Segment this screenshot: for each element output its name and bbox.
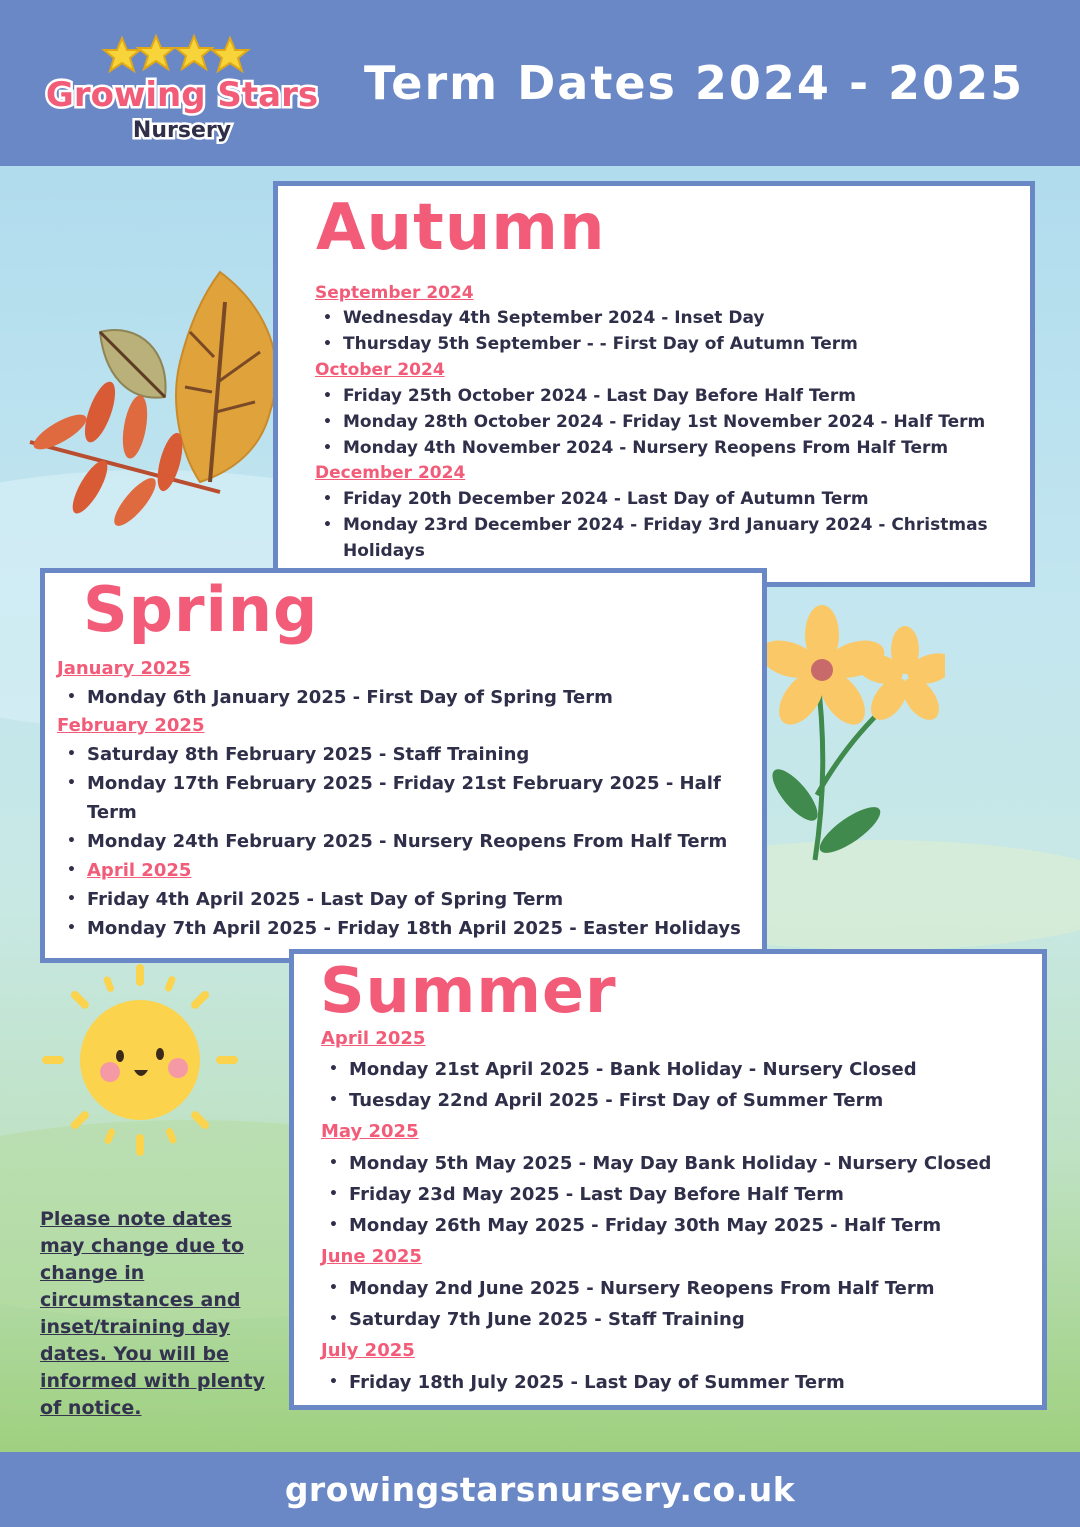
- footer-banner: [0, 1452, 1080, 1527]
- spring-card: [40, 568, 767, 963]
- month-heading: September 2024: [315, 283, 474, 303]
- leaf-icon: [20, 262, 300, 542]
- month-heading: April 2025: [321, 1028, 426, 1049]
- month-heading: May 2025: [321, 1121, 419, 1142]
- list-item-continuation: Term: [87, 802, 137, 823]
- summer-title: Summer: [320, 954, 617, 1027]
- list-item: • Friday 20th December 2024 - Last Day of Autumn Term: [343, 486, 1035, 512]
- list-item: • Monday 5th May 2025 - May Day Bank Holiday - Nursery Closed: [349, 1148, 1041, 1179]
- list-item: • Friday 25th October 2024 - Last Day Before Half Term: [343, 383, 1035, 409]
- page-title: Term Dates 2024 - 2025: [364, 56, 1025, 110]
- list-item: • Monday 28th October 2024 - Friday 1st November 2024 - Half Term: [343, 409, 1035, 435]
- list-item: • Monday 21st April 2025 - Bank Holiday - Nursery Closed: [349, 1054, 1041, 1085]
- sun-icon: [38, 960, 243, 1160]
- list-item: • Monday 23rd December 2024 - Friday 3rd January 2024 - Christmas: [343, 512, 1035, 538]
- list-item: • Monday 6th January 2025 - First Day of Spring Term: [87, 683, 767, 712]
- list-item: • Thursday 5th September - - First Day of Autumn Term: [343, 332, 1035, 358]
- website-link[interactable]: growingstarsnursery.co.uk: [284, 1470, 796, 1509]
- month-heading: February 2025: [57, 715, 205, 736]
- autumn-card: [273, 181, 1035, 587]
- list-item: • Monday 17th February 2025 - Friday 21st February 2025 - Half: [87, 769, 767, 798]
- logo: [44, 34, 324, 150]
- list-item: • Wednesday 4th September 2024 - Inset Day: [343, 306, 1035, 332]
- logo-subtext: Nursery: [132, 118, 232, 143]
- month-heading: July 2025: [321, 1340, 415, 1361]
- list-item: • Monday 26th May 2025 - Friday 30th May 2025 - Half Term: [349, 1210, 1041, 1241]
- autumn-title: Autumn: [316, 191, 606, 265]
- month-heading: January 2025: [57, 658, 191, 679]
- list-item: • Tuesday 22nd April 2025 - First Day of Summer Term: [349, 1085, 1041, 1116]
- month-heading: December 2024: [315, 463, 466, 483]
- month-heading: • April 2025: [87, 856, 767, 885]
- list-item: • Monday 2nd June 2025 - Nursery Reopens From Half Term: [349, 1273, 1041, 1304]
- list-item: • Saturday 8th February 2025 - Staff Training: [87, 740, 767, 769]
- star-icon: [104, 36, 248, 71]
- list-item: • Friday 4th April 2025 - Last Day of Spring Term: [87, 885, 767, 914]
- list-item: • Friday 18th July 2025 - Last Day of Summer Term: [349, 1367, 1041, 1398]
- month-heading: October 2024: [315, 360, 445, 380]
- list-item: • Saturday 7th June 2025 - Staff Training: [349, 1304, 1041, 1335]
- list-item: • Friday 23d May 2025 - Last Day Before Half Term: [349, 1179, 1041, 1210]
- month-heading: June 2025: [321, 1246, 422, 1267]
- notice-text: Please note dates may change due to change in circumstances and inset/training day dates. You will be informed with plenty of notice.: [40, 1208, 265, 1419]
- logo-text: Growing Stars: [45, 75, 319, 115]
- list-item: • Monday 24th February 2025 - Nursery Reopens From Half Term: [87, 827, 767, 856]
- flower-icon: [755, 595, 945, 895]
- spring-title: Spring: [83, 573, 319, 646]
- list-item: • Monday 7th April 2025 - Friday 18th April 2025 - Easter Holidays: [87, 914, 767, 943]
- list-item-continuation: Holidays: [343, 541, 425, 561]
- list-item: • Monday 4th November 2024 - Nursery Reopens From Half Term: [343, 435, 1035, 461]
- summer-card: [289, 949, 1047, 1410]
